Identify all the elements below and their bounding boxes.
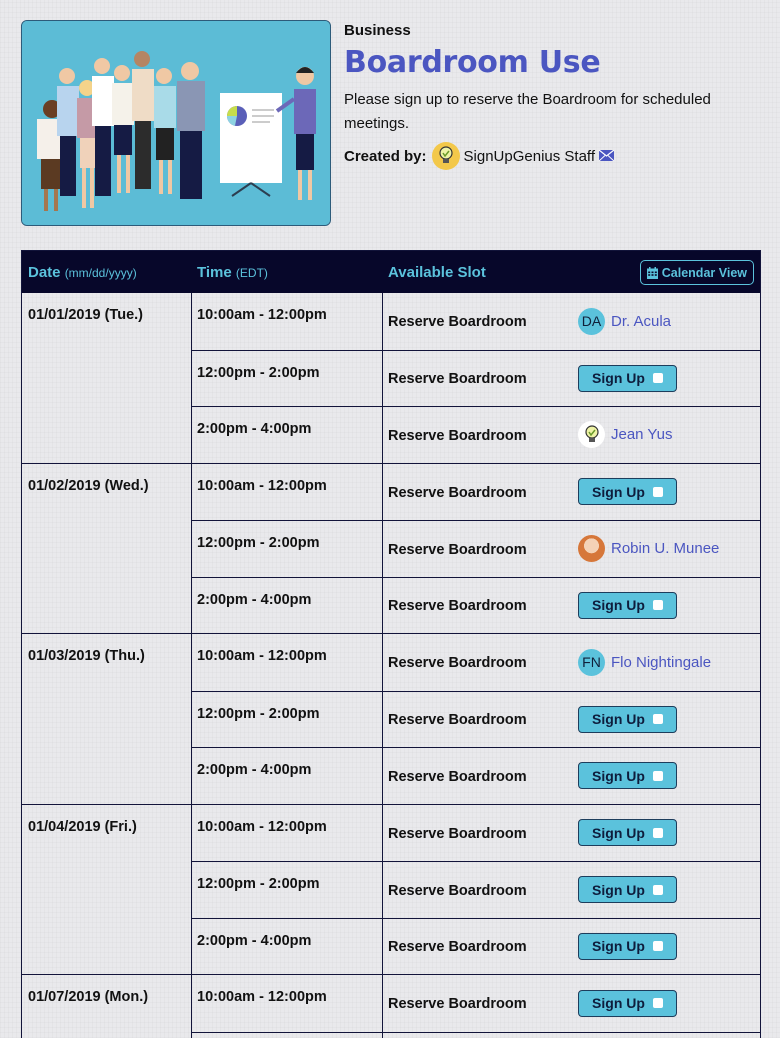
lightbulb-icon	[578, 421, 605, 448]
sign-up-button[interactable]	[578, 706, 677, 733]
slot-list	[192, 805, 760, 975]
signup-table	[21, 250, 761, 1038]
header-illustration	[21, 20, 331, 226]
sign-up-button[interactable]	[578, 990, 677, 1017]
time-cell: 12:00pm - 2:00pm	[192, 351, 383, 407]
user-name[interactable]: Jean Yus	[611, 426, 673, 444]
creator-name[interactable]: SignUpGenius Staff	[463, 147, 596, 165]
slot-action	[573, 407, 760, 463]
avatar: FN	[578, 649, 605, 676]
table-row	[192, 520, 760, 577]
slot-list	[192, 464, 760, 634]
user-name[interactable]: Flo Nightingale	[611, 653, 712, 671]
column-time: Time (EDT)	[197, 264, 268, 281]
time-cell: 10:00am - 12:00pm	[192, 464, 383, 521]
sign-up-button[interactable]	[578, 933, 677, 960]
checkbox-icon	[653, 828, 663, 838]
sign-up-label: Sign Up	[592, 370, 645, 387]
date-cell: 01/07/2019 (Mon.)	[22, 975, 192, 1038]
sign-up-label: Sign Up	[592, 881, 645, 898]
slot-action	[573, 975, 760, 1032]
calendar-icon	[647, 267, 658, 279]
slot-action	[573, 578, 760, 634]
table-row	[192, 634, 760, 691]
time-cell: 2:00pm - 4:00pm	[192, 407, 383, 463]
slot-item: Reserve Boardroom	[388, 882, 527, 899]
sign-up-button[interactable]	[578, 365, 677, 392]
date-group	[22, 633, 760, 804]
category-label: Business	[344, 22, 411, 39]
signed-up-user[interactable]	[578, 535, 719, 562]
slot-action	[573, 805, 760, 862]
checkbox-icon	[653, 998, 663, 1008]
slot-list	[192, 975, 760, 1038]
table-row	[192, 975, 760, 1032]
slot-item: Reserve Boardroom	[388, 541, 527, 558]
slot-action	[573, 293, 760, 350]
checkbox-icon	[653, 885, 663, 895]
table-row	[192, 577, 760, 634]
slot-item: Reserve Boardroom	[388, 598, 527, 615]
slot-list	[192, 634, 760, 804]
sign-up-button[interactable]	[578, 592, 677, 619]
slot-item: Reserve Boardroom	[388, 427, 527, 444]
checkbox-icon	[653, 373, 663, 383]
slot-item: Reserve Boardroom	[388, 655, 527, 672]
sign-up-label: Sign Up	[592, 597, 645, 614]
sign-up-button[interactable]	[578, 819, 677, 846]
time-cell: 12:00pm - 2:00pm	[192, 521, 383, 577]
sign-up-button[interactable]	[578, 478, 677, 505]
slot-action	[573, 692, 760, 748]
time-cell: 10:00am - 12:00pm	[192, 634, 383, 691]
creator-row	[344, 142, 764, 170]
signed-up-user[interactable]	[578, 649, 711, 676]
date-cell: 01/04/2019 (Fri.)	[22, 805, 192, 975]
slot-action	[573, 521, 760, 577]
table-row	[192, 691, 760, 748]
table-row	[192, 805, 760, 862]
date-group	[22, 293, 760, 463]
sign-up-label: Sign Up	[592, 767, 645, 784]
sign-up-label: Sign Up	[592, 995, 645, 1012]
time-cell: 2:00pm - 4:00pm	[192, 578, 383, 634]
signup-header	[344, 22, 764, 170]
description: Please sign up to reserve the Boardroom for scheduled meetings.	[344, 91, 711, 132]
table-header	[22, 251, 760, 293]
column-date: Date (mm/dd/yyyy)	[28, 264, 137, 281]
envelope-icon[interactable]	[599, 148, 614, 165]
signed-up-user[interactable]	[578, 421, 672, 448]
slot-item: Reserve Boardroom	[388, 939, 527, 956]
table-row	[192, 861, 760, 918]
sign-up-button[interactable]	[578, 762, 677, 789]
checkbox-icon	[653, 941, 663, 951]
table-body	[22, 293, 760, 1038]
date-group	[22, 463, 760, 634]
slot-item: Reserve Boardroom	[388, 314, 527, 331]
date-group	[22, 804, 760, 975]
slot-action	[573, 634, 760, 691]
time-cell: 12:00pm - 2:00pm	[192, 692, 383, 748]
table-row	[192, 293, 760, 350]
time-cell: 10:00am - 12:00pm	[192, 805, 383, 862]
page-title: Boardroom Use	[344, 45, 601, 80]
table-row	[192, 464, 760, 521]
slot-action	[573, 919, 760, 975]
time-cell	[192, 1033, 383, 1038]
time-cell: 10:00am - 12:00pm	[192, 293, 383, 350]
slot-list	[192, 293, 760, 463]
sign-up-label: Sign Up	[592, 824, 645, 841]
table-row	[192, 406, 760, 463]
table-row	[192, 1032, 760, 1038]
slot-item: Reserve Boardroom	[388, 712, 527, 729]
signed-up-user[interactable]	[578, 308, 671, 335]
time-cell: 12:00pm - 2:00pm	[192, 862, 383, 918]
date-group	[22, 974, 760, 1038]
slot-item: Reserve Boardroom	[388, 996, 527, 1013]
table-row	[192, 350, 760, 407]
slot-action	[573, 351, 760, 407]
column-available-slot: Available Slot	[388, 264, 486, 281]
sign-up-label: Sign Up	[592, 483, 645, 500]
time-cell: 2:00pm - 4:00pm	[192, 919, 383, 975]
slot-action	[573, 464, 760, 521]
slot-item: Reserve Boardroom	[388, 768, 527, 785]
user-name[interactable]: Dr. Acula	[611, 312, 672, 330]
checkbox-icon	[653, 771, 663, 781]
sign-up-label: Sign Up	[592, 938, 645, 955]
slot-action	[573, 862, 760, 918]
sign-up-label: Sign Up	[592, 711, 645, 728]
created-by-label: Created by:	[344, 147, 427, 165]
lightbulb-icon	[432, 142, 460, 170]
slot-action	[573, 1033, 760, 1038]
checkbox-icon	[653, 600, 663, 610]
sign-up-button[interactable]	[578, 876, 677, 903]
calendar-view-button[interactable]: Calendar View	[640, 260, 754, 285]
time-cell: 2:00pm - 4:00pm	[192, 748, 383, 804]
slot-item	[383, 1033, 573, 1038]
date-cell: 01/01/2019 (Tue.)	[22, 293, 192, 463]
checkbox-icon	[653, 714, 663, 724]
user-name[interactable]: Robin U. Munee	[611, 540, 720, 558]
avatar: DA	[578, 308, 605, 335]
avatar-photo	[578, 535, 605, 562]
table-row	[192, 918, 760, 975]
team-presentation-illustration	[22, 21, 331, 226]
date-cell: 01/02/2019 (Wed.)	[22, 464, 192, 634]
slot-item: Reserve Boardroom	[388, 825, 527, 842]
checkbox-icon	[653, 487, 663, 497]
slot-item: Reserve Boardroom	[388, 484, 527, 501]
slot-action	[573, 748, 760, 804]
time-cell: 10:00am - 12:00pm	[192, 975, 383, 1032]
date-cell: 01/03/2019 (Thu.)	[22, 634, 192, 804]
table-row	[192, 747, 760, 804]
slot-item: Reserve Boardroom	[388, 371, 527, 388]
